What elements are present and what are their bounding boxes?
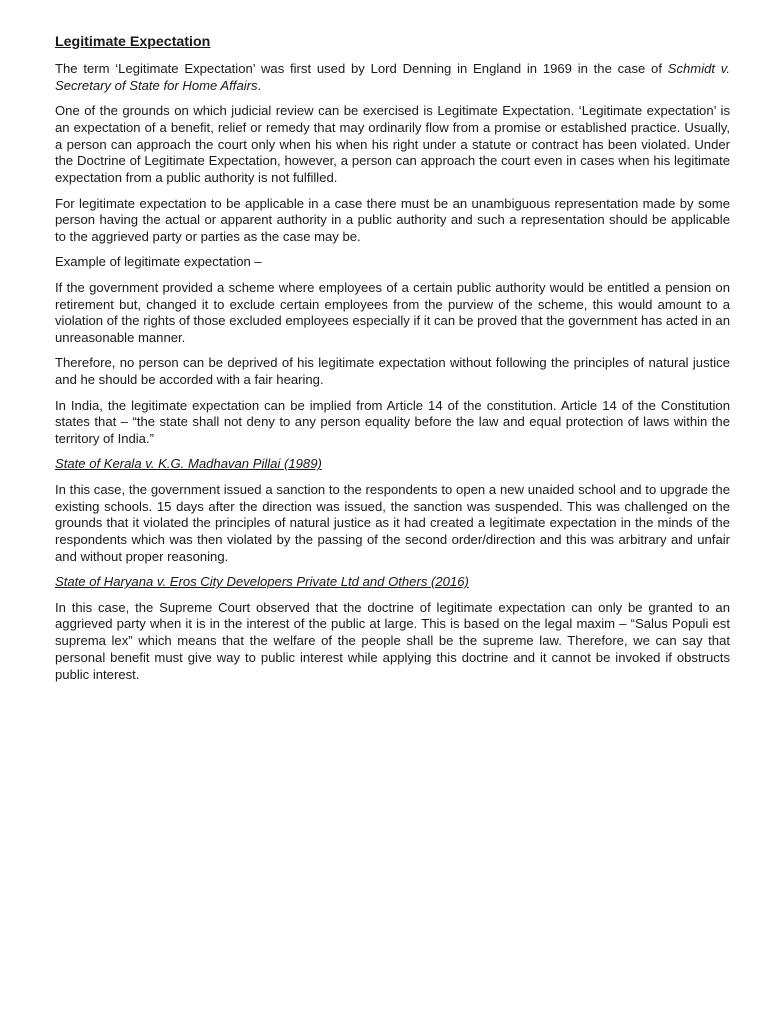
therefore-paragraph: Therefore, no person can be deprived of his legitimate expectation without following the principles of natural justice and he should be accorded with a fair hearing. (55, 355, 730, 388)
case-title-kerala: State of Kerala v. K.G. Madhavan Pillai (1989) (55, 456, 322, 472)
case-text-kerala: In this case, the government issued a sanction to the respondents to open a new unaided school and to upgrade the existing schools. 15 days after the direction was issued, the sanction was suspended. This was challenged on the grounds that it violated the principles of natural justice as it had created a legitimate expectation in the minds of the respondents which was then violated by the passing of the second order/direction and this was arbitrary and unfair and without proper reasoning. (55, 481, 730, 564)
example-heading: Example of legitimate expectation – (55, 254, 262, 270)
applicable-paragraph: For legitimate expectation to be applicable in a case there must be an unambiguous representation made by some person having the actual or apparent authority in a public authority and such a representation should be applicable to the aggrieved party or parties as the case may be. (55, 195, 730, 245)
intro-case-name: Schmidt v. Secretary of State for Home Affairs (55, 61, 731, 93)
case-text-haryana: In this case, the Supreme Court observed that the doctrine of legitimate expectation can only be granted to an aggrieved party when it is in the interest of the public at large. This is based on the legal maxim – “Salus Populi est suprema lex” which means that the welfare of the people shall be the supreme law. Therefore, we can say that personal benefit must give way to public interest while applying this doctrine and it cannot be invoked if obstructs public interest. (55, 599, 730, 682)
case-title-haryana: State of Haryana v. Eros City Developers Private Ltd and Others (2016) (55, 574, 469, 590)
grounds-paragraph: One of the grounds on which judicial review can be exercised is Legitimate Expectation. ‘Legitimate expectation’ is an expectation of a benefit, relief or remedy that may ordinarily flow from a promise or established practice. Usually, a person can approach the court only when his when his right under a statute or contract has been violated. Under the Doctrine of Legitimate Expectation, however, a person can approach the court even in cases when his legitimate expectation from a public authority is not fulfilled. (55, 103, 730, 186)
intro-text: The term ‘Legitimate Expectation’ was first used by Lord Denning in England in 1969 in the case of (55, 61, 668, 76)
document-page (55, 33, 730, 692)
intro-end: . (257, 77, 262, 93)
intro-paragraph (55, 61, 730, 95)
india-paragraph: In India, the legitimate expectation can be implied from Article 14 of the constitution. Article 14 of the Constitution states that – “the state shall not deny to any person equality before the law and equal protection of laws within the territory of India.” (55, 397, 730, 447)
page-title: Legitimate Expectation (55, 34, 211, 50)
example-paragraph: If the government provided a scheme where employees of a certain public authority would be entitled a pension on retirement but, changed it to exclude certain employees from the purview of the scheme, this would amount to a violation of the rights of those excluded employees especially if it can be proved that the government has acted in an unreasonable manner. (55, 279, 730, 346)
